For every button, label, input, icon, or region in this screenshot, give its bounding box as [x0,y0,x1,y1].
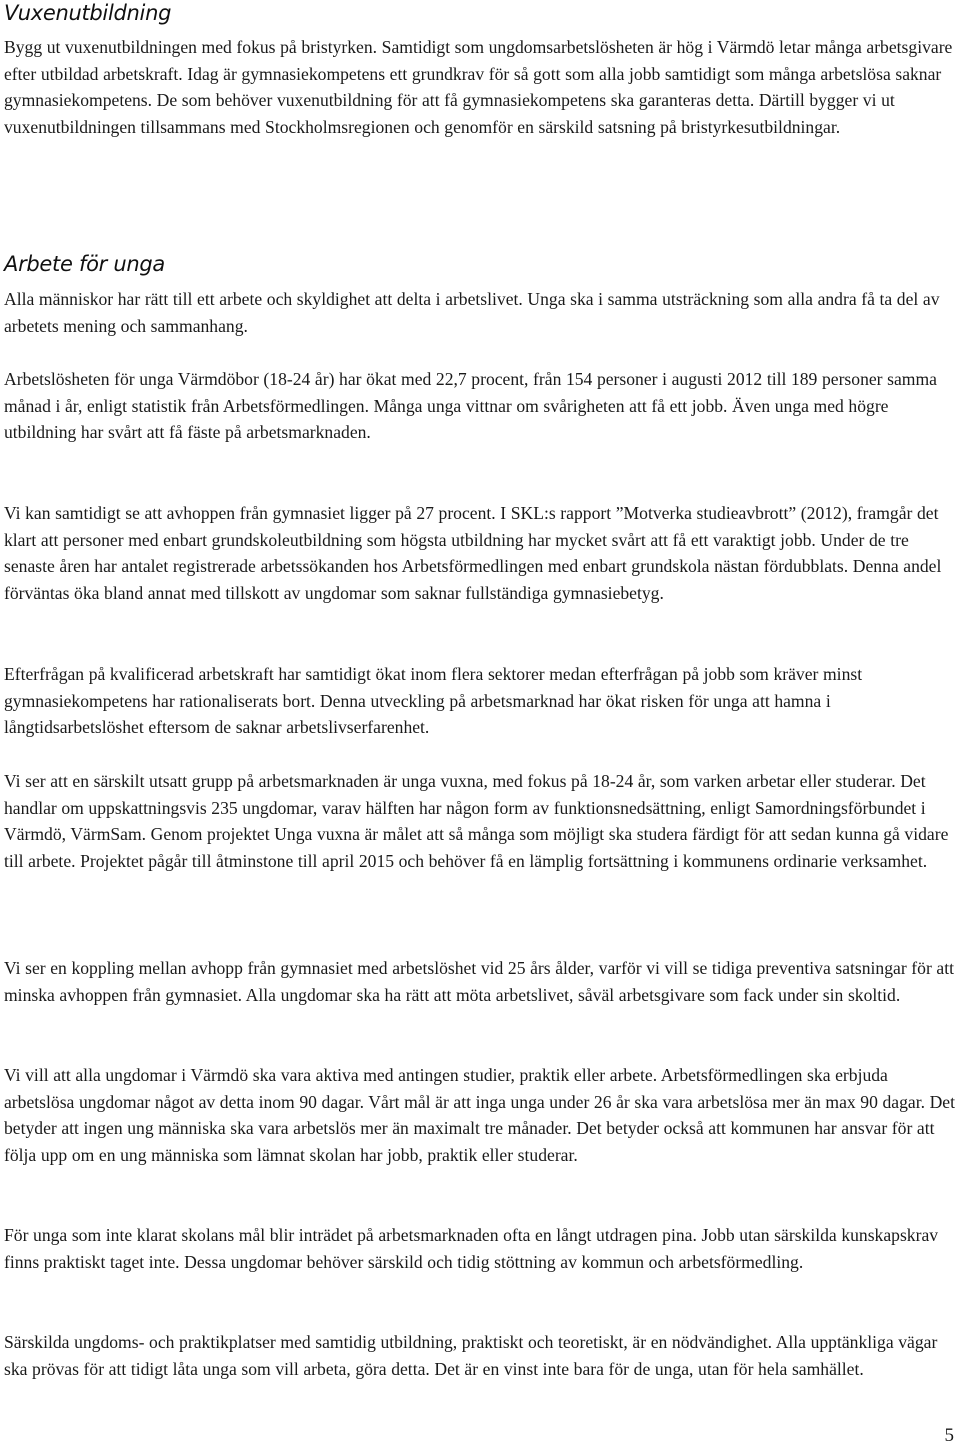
paragraph-prevention: Vi ser en koppling mellan avhopp från gymnasiet med arbetslöshet vid 25 års ålder, varför vi vill se tidiga preventiva satsningar för att minska avhoppen från gymnasiet. Alla ungdomar ska ha rätt att möta arbetslivet, såväl arbetsgivare som fack under sin skoltid. [4,958,954,1005]
section-heading-arbete-for-unga: Arbete för unga [4,252,165,276]
paragraph-unemployment-statistics: Arbetslösheten för unga Värmdöbor (18-24 år) har ökat med 22,7 procent, från 154 personer i augusti 2012 till 189 personer samma månad i år, enligt statistik från Arbetsförmedlingen. Många unga vittnar om svårigheten att få ett jobb. Även unga med högre utbildning har svårt att få fäste på arbetsmarknaden. [4,369,937,443]
paragraph-support: För unga som inte klarat skolans mål blir inträdet på arbetsmarknaden ofta en långt utdragen pina. Jobb utan särskilda kunskapskrav finns praktiskt taget inte. Dessa ungdomar behöver särskild och tidig stöttning av kommun och arbetsförmedling. [4,1225,939,1272]
paragraph-dropouts: Vi kan samtidigt se att avhoppen från gymnasiet ligger på 27 procent. I SKL:s rapport ”Motverka studieavbrott” (2012), framgår det klart att personer med enbart grundskoleutbildning som högsta utbildning har mycket svårt att få ett varaktigt jobb. Under de tre senaste åren har antalet registrerade arbetssökanden hos Arbetsförmedlingen med enbart grundskola nästan fördubblats. Denna andel förväntas öka bland annat med tillskott av ungdomar som saknar fullständiga gymnasiebetyg. [4,503,942,603]
paragraph-training-places: Särskilda ungdoms- och praktikplatser med samtidig utbildning, praktiskt och teoretiskt, är en nödvändighet. Alla upptänkliga vägar ska prövas för att tidigt låta unga som vill arbeta, göra detta. Det är en vinst inte bara för de unga, utan för hela samhället. [4,1332,938,1379]
page-number: 5 [944,1425,954,1446]
paragraph-rights: Alla människor har rätt till ett arbete och skyldighet att delta i arbetslivet. Unga ska i samma utsträckning som alla andra få ta del av arbetets mening och sammanhang. [4,289,940,336]
paragraph-vuxenutbildning: Bygg ut vuxenutbildningen med fokus på bristyrken. Samtidigt som ungdomsarbetslösheten är hög i Värmdö letar många arbetsgivare efter utbildad arbetskraft. Idag är gymnasiekompetens ett grundkrav för så gott som alla jobb samtidigt som många arbetslösa saknar gymnasiekompetens. De som behöver vuxenutbildning för att få gymnasiekompetens ska garanteras detta. Därtill bygger vi ut vuxenutbildningen tillsammans med Stockholmsregionen och genomför en särskild satsning på bristyrkesutbildningar. [4,37,953,137]
paragraph-demand: Efterfrågan på kvalificerad arbetskraft har samtidigt ökat inom flera sektorer medan efterfrågan på jobb som kräver minst gymnasiekompetens har rationaliserats bort. Denna utveckling på arbetsmarknad har ökat risken för unga att hamna i långtidsarbetslöshet eftersom de saknar arbetslivserfarenhet. [4,664,863,738]
section-heading-vuxenutbildning: Vuxenutbildning [4,1,172,25]
paragraph-vulnerable-group: Vi ser att en särskilt utsatt grupp på arbetsmarknaden är unga vuxna, med fokus på 18-24 år, som varken arbetar eller studerar. Det handlar om uppskattningsvis 235 ungdomar, varav hälften har någon form av funktionsnedsättning, enligt Samordningsförbundet i Värmdö, VärmSam. Genom projektet Unga vuxna är målet att så många som möjligt ska studera färdigt för att sedan kunna gå vidare till arbete. Projektet pågår till åtminstone till april 2015 och behöver få en lämplig fortsättning i kommunens ordinarie verksamhet. [4,771,949,871]
paragraph-activity-goal: Vi vill att alla ungdomar i Värmdö ska vara aktiva med antingen studier, praktik eller arbete. Arbetsförmedlingen ska erbjuda arbetslösa ungdomar något av detta inom 90 dagar. Vårt mål är att inga unga under 26 år ska vara arbetslösa mer än max 90 dagar. Det betyder att ingen ung människa ska vara arbetslös mer än maximalt tre månader. Det betyder också att kommunen har ansvar för att följa upp om en ung människa som lämnat skolan har jobb, praktik eller studerar. [4,1065,955,1165]
